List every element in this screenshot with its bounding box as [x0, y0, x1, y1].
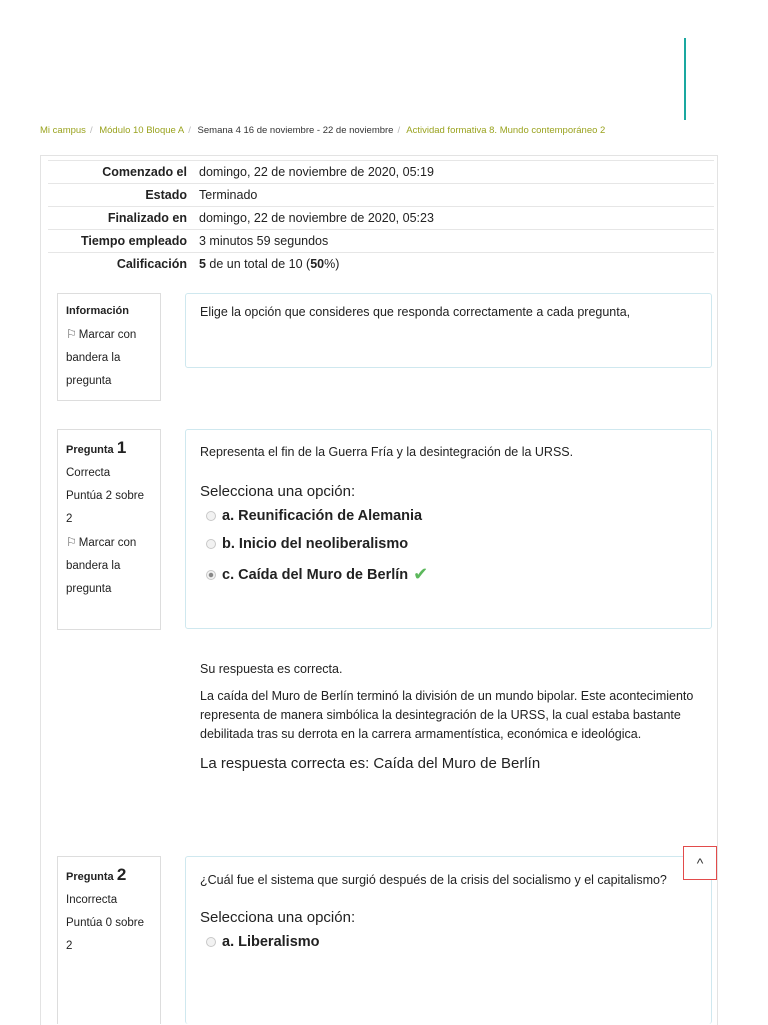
question-score: Puntúa 0 sobre 2 [66, 917, 145, 952]
question-1-feedback [200, 660, 710, 781]
select-prompt: Selecciona una opción: [200, 483, 356, 500]
info-content [185, 293, 712, 368]
breadcrumb-link-module[interactable]: Módulo 10 Bloque A [99, 125, 185, 136]
summary-label: Estado [48, 184, 193, 207]
breadcrumb-link-campus[interactable]: Mi campus [40, 125, 86, 136]
flag-question-link[interactable] [66, 323, 152, 393]
question-2-sidebar [57, 856, 161, 1024]
question-score: Puntúa 2 sobre 2 [66, 490, 145, 525]
question-text: ¿Cuál fue el sistema que surgió después de la crisis del socialismo y el capitalismo? [200, 873, 667, 887]
summary-label: Tiempo empleado [48, 230, 193, 253]
question-label: Pregunta [66, 444, 114, 456]
scroll-to-top-button[interactable] [683, 846, 717, 880]
answer-option-a[interactable] [206, 508, 697, 524]
question-1-content [185, 429, 712, 629]
summary-row [48, 230, 714, 253]
summary-value: domingo, 22 de noviembre de 2020, 05:23 [193, 207, 714, 230]
summary-row [48, 161, 714, 184]
radio-button[interactable] [206, 937, 216, 947]
question-1-sidebar [57, 429, 161, 630]
question-state: Correcta [66, 467, 111, 479]
feedback-status: Su respuesta es correcta. [200, 662, 343, 676]
option-label: b. Inicio del neoliberalismo [222, 536, 409, 552]
correct-answer: La respuesta correcta es: Caída del Muro de Berlín [200, 755, 541, 772]
select-prompt: Selecciona una opción: [200, 909, 356, 926]
flag-icon: ⚐ [66, 535, 77, 549]
flag-icon: ⚐ [66, 327, 77, 341]
chevron-up-icon: ^ [696, 855, 704, 871]
flag-question-link[interactable] [66, 531, 152, 601]
question-number: 2 [116, 865, 127, 884]
summary-row [48, 184, 714, 207]
header-accent-line [684, 38, 686, 120]
answer-option-b[interactable] [206, 536, 697, 552]
summary-row [48, 207, 714, 230]
radio-button[interactable] [206, 539, 216, 549]
attempt-summary-table [48, 160, 714, 275]
summary-value: Terminado [193, 184, 714, 207]
flag-label: Marcar con bandera la pregunta [66, 329, 137, 387]
flag-label: Marcar con bandera la pregunta [66, 537, 137, 595]
summary-value: domingo, 22 de noviembre de 2020, 05:19 [193, 161, 714, 184]
grade-value: 5 de un total de 10 (50%) [193, 253, 714, 276]
question-state: Incorrecta [66, 894, 118, 906]
summary-label: Finalizado en [48, 207, 193, 230]
question-label: Pregunta [66, 871, 114, 883]
breadcrumb-link-week[interactable]: Semana 4 16 de noviembre - 22 de noviembre [197, 125, 394, 136]
breadcrumb-link-activity[interactable]: Actividad formativa 8. Mundo contemporáneo 2 [406, 125, 606, 136]
question-2-content [185, 856, 712, 1024]
question-number: 1 [116, 438, 127, 457]
summary-row [48, 253, 714, 276]
summary-label: Calificación [48, 253, 193, 276]
checkmark-icon: ✔ [413, 564, 429, 584]
option-label: c. Caída del Muro de Berlín [222, 566, 409, 583]
summary-label: Comenzado el [48, 161, 193, 184]
info-text: Elige la opción que consideres que responda correctamente a cada pregunta, [200, 305, 631, 319]
option-label: a. Liberalismo [222, 934, 320, 950]
feedback-text: La caída del Muro de Berlín terminó la división de un mundo bipolar. Este acontecimiento representa de manera simbólica la desintegración de la URSS, la cual estaba bastante debilitada tras su derrota en la carrera armamentística, económica e ideológica. [200, 689, 694, 741]
answer-option-c[interactable] [206, 564, 697, 585]
answer-option-a[interactable] [206, 934, 697, 950]
info-sidebar [57, 293, 161, 401]
radio-button[interactable] [206, 511, 216, 521]
info-title: Información [66, 305, 129, 317]
option-label: a. Reunificación de Alemania [222, 508, 423, 524]
breadcrumb: Mi campus / Módulo 10 Bloque A / Semana 4 16 de noviembre - 22 de noviembre / Actividad formativa 8. Mundo contemporáneo 2 [40, 125, 606, 136]
question-text: Representa el fin de la Guerra Fría y la desintegración de la URSS. [200, 445, 574, 459]
radio-button-selected[interactable] [206, 570, 216, 580]
summary-value: 3 minutos 59 segundos [193, 230, 714, 253]
